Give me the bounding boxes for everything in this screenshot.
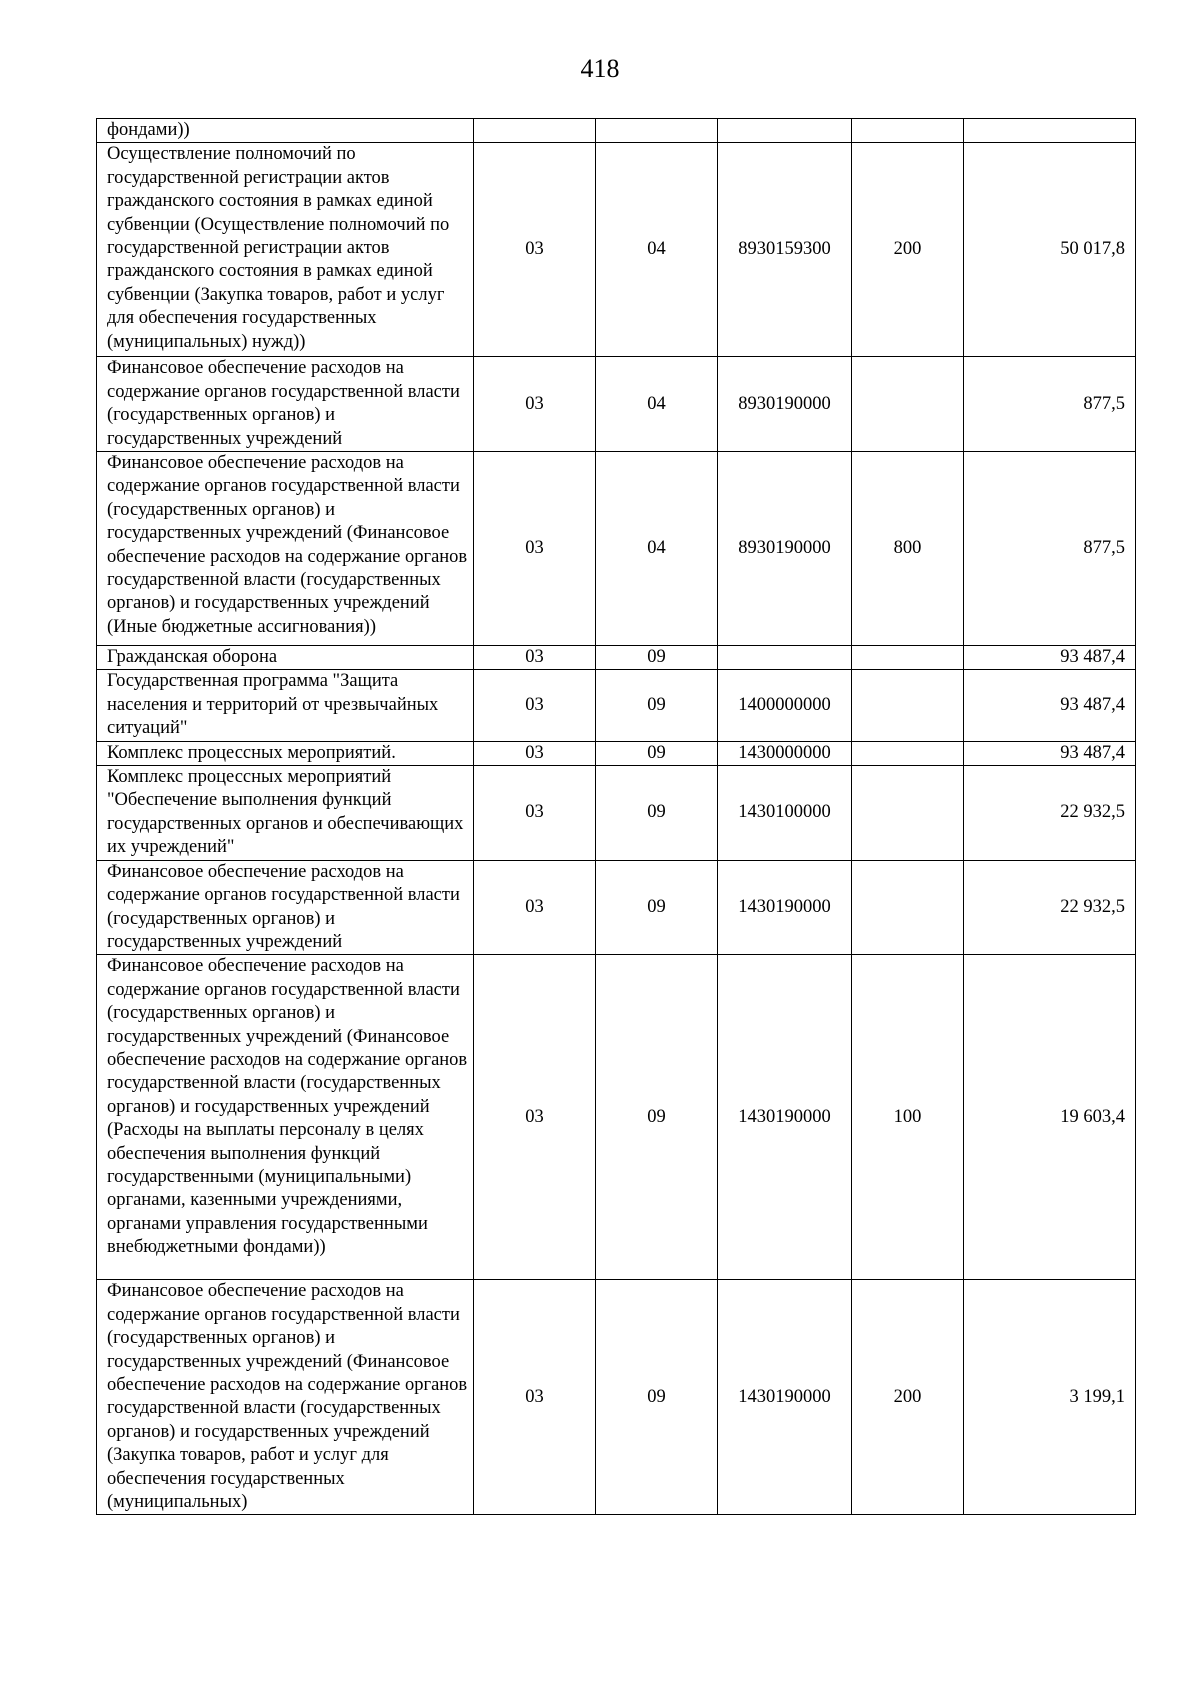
row-subsection-cell: 09: [596, 860, 718, 955]
row-target-article-cell: 8930190000: [718, 452, 852, 646]
row-expense-type-cell: [852, 860, 964, 955]
page-number: 418: [580, 54, 620, 83]
row-amount-cell: 50 017,8: [964, 143, 1136, 357]
row-section-cell: 03: [474, 860, 596, 955]
row-target-article-cell: 1430190000: [718, 1280, 852, 1515]
table-row: [97, 766, 1136, 861]
row-expense-type-cell: 100: [852, 955, 964, 1280]
row-name-cell: Осуществление полномочий по государственной регистрации актов гражданского состояния в рамках единой субвенции (Осуществление полномочий по государственной регистрации актов гражданского состояния в рамках единой субвенции (Закупка товаров, работ и услуг для обеспечения государственных (муниципальных) нужд)): [97, 143, 474, 357]
row-name-cell: Финансовое обеспечение расходов на содержание органов государственной власти (государственных органов) и государственных учреждений (Финансовое обеспечение расходов на содержание органов государственной власти (государственных органов) и государственных учреждений (Закупка товаров, работ и услуг для обеспечения государственных (муниципальных): [97, 1280, 474, 1515]
row-subsection-cell: 09: [596, 670, 718, 741]
row-expense-type-cell: [852, 357, 964, 452]
row-subsection-cell: 09: [596, 766, 718, 861]
row-expense-type-cell: [852, 741, 964, 765]
row-target-article-cell: [718, 646, 852, 670]
row-section-cell: 03: [474, 452, 596, 646]
row-section-cell: 03: [474, 1280, 596, 1515]
row-expense-type-cell: [852, 670, 964, 741]
row-section-cell: 03: [474, 143, 596, 357]
row-expense-type-cell: [852, 646, 964, 670]
table-row: [97, 452, 1136, 646]
row-subsection-cell: 09: [596, 955, 718, 1280]
row-name-cell: Финансовое обеспечение расходов на содержание органов государственной власти (государственных органов) и государственных учреждений (Финансовое обеспечение расходов на содержание органов государственной власти (государственных органов) и государственных учреждений (Расходы на выплаты персоналу в целях обеспечения выполнения функций государственными (муниципальными) органами, казенными учреждениями, органами управления государственными внебюджетными фондами)): [97, 955, 474, 1280]
table-row: [97, 1280, 1136, 1515]
row-section-cell: 03: [474, 766, 596, 861]
row-target-article-cell: 1430190000: [718, 860, 852, 955]
row-subsection-cell: 09: [596, 646, 718, 670]
table-row: [97, 955, 1136, 1280]
row-target-article-cell: 8930190000: [718, 357, 852, 452]
budget-table-body: [97, 119, 1136, 1515]
row-section-cell: 03: [474, 741, 596, 765]
row-amount-cell: 22 932,5: [964, 860, 1136, 955]
row-expense-type-cell: 800: [852, 452, 964, 646]
row-target-article-cell: 1430190000: [718, 955, 852, 1280]
row-section-cell: 03: [474, 955, 596, 1280]
row-subsection-cell: [596, 119, 718, 143]
row-amount-cell: 877,5: [964, 357, 1136, 452]
row-target-article-cell: 8930159300: [718, 143, 852, 357]
row-expense-type-cell: [852, 119, 964, 143]
row-target-article-cell: 1400000000: [718, 670, 852, 741]
table-row: [97, 357, 1136, 452]
row-name-cell: фондами)): [97, 119, 474, 143]
row-name-cell: Финансовое обеспечение расходов на содержание органов государственной власти (государственных органов) и государственных учреждений (Финансовое обеспечение расходов на содержание органов государственной власти (государственных органов) и государственных учреждений (Иные бюджетные ассигнования)): [97, 452, 474, 646]
row-subsection-cell: 09: [596, 741, 718, 765]
row-name-cell: Комплекс процессных мероприятий "Обеспечение выполнения функций государственных органов и обеспечивающих их учреждений": [97, 766, 474, 861]
row-target-article-cell: 1430000000: [718, 741, 852, 765]
row-name-cell: Государственная программа "Защита населения и территорий от чрезвычайных ситуаций": [97, 670, 474, 741]
row-subsection-cell: 04: [596, 357, 718, 452]
row-amount-cell: 22 932,5: [964, 766, 1136, 861]
row-name-cell: Комплекс процессных мероприятий.: [97, 741, 474, 765]
row-subsection-cell: 04: [596, 143, 718, 357]
row-amount-cell: 93 487,4: [964, 670, 1136, 741]
row-subsection-cell: 09: [596, 1280, 718, 1515]
row-name-cell: Финансовое обеспечение расходов на содержание органов государственной власти (государственных органов) и государственных учреждений: [97, 357, 474, 452]
row-target-article-cell: 1430100000: [718, 766, 852, 861]
table-row: [97, 741, 1136, 765]
row-section-cell: [474, 119, 596, 143]
row-name-cell: Гражданская оборона: [97, 646, 474, 670]
row-subsection-cell: 04: [596, 452, 718, 646]
table-row: [97, 860, 1136, 955]
table-row: [97, 646, 1136, 670]
row-amount-cell: 3 199,1: [964, 1280, 1136, 1515]
row-expense-type-cell: 200: [852, 143, 964, 357]
row-amount-cell: 93 487,4: [964, 646, 1136, 670]
row-section-cell: 03: [474, 670, 596, 741]
table-row: [97, 119, 1136, 143]
table-row: [97, 670, 1136, 741]
table-row: [97, 143, 1136, 357]
row-section-cell: 03: [474, 357, 596, 452]
row-section-cell: 03: [474, 646, 596, 670]
row-amount-cell: 93 487,4: [964, 741, 1136, 765]
row-amount-cell: 19 603,4: [964, 955, 1136, 1280]
row-name-cell: Финансовое обеспечение расходов на содержание органов государственной власти (государственных органов) и государственных учреждений: [97, 860, 474, 955]
row-expense-type-cell: [852, 766, 964, 861]
row-amount-cell: 877,5: [964, 452, 1136, 646]
row-amount-cell: [964, 119, 1136, 143]
budget-table: [96, 118, 1136, 1515]
row-expense-type-cell: 200: [852, 1280, 964, 1515]
row-target-article-cell: [718, 119, 852, 143]
